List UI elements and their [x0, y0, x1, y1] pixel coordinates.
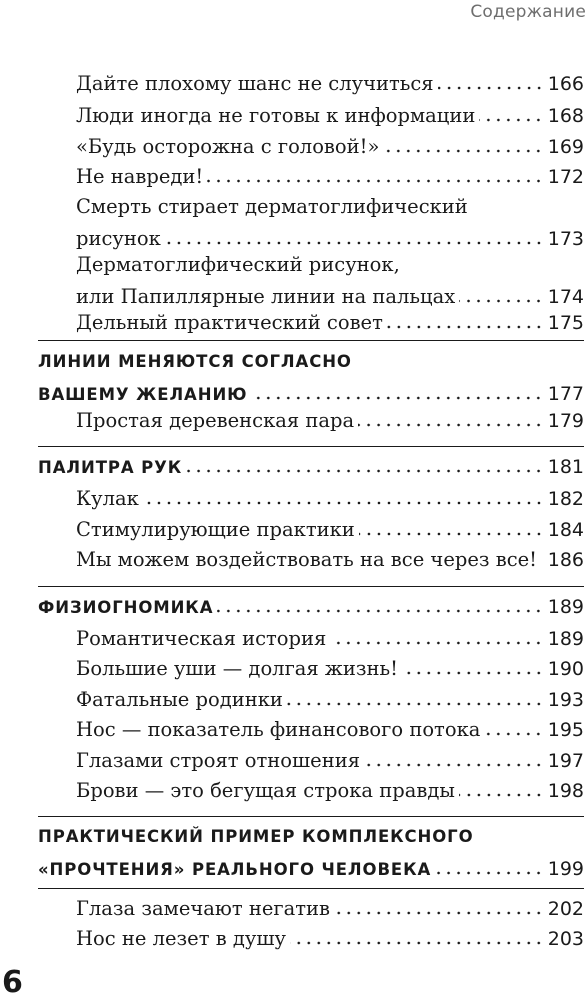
toc-entry[interactable] — [76, 161, 584, 193]
toc-entry-page: 193 — [547, 689, 584, 711]
dot-leader — [165, 241, 544, 245]
toc-entry-title: Фатальные родинки — [76, 688, 283, 711]
toc-entry-title: или Папиллярные линии на пальцах — [76, 285, 456, 308]
toc-entry-page: 197 — [547, 750, 584, 772]
toc-entry-page: 174 — [547, 286, 584, 308]
toc-entry-title: Дайте плохому шанс не случиться — [76, 72, 434, 95]
toc-entry-page: 198 — [547, 780, 584, 802]
toc-entry[interactable] — [76, 100, 584, 132]
toc-section-title: ФИЗИОГНОМИКА — [38, 598, 214, 617]
toc-entry[interactable] — [76, 775, 584, 807]
section-divider — [38, 446, 584, 447]
toc-entry[interactable] — [76, 544, 584, 576]
section-divider — [38, 586, 584, 587]
dot-leader — [383, 149, 543, 153]
section-divider — [38, 816, 584, 817]
section-divider — [38, 888, 584, 889]
toc-section-title-line: ПРАКТИЧЕСКИЙ ПРИМЕР КОМПЛЕКСНОГО — [38, 827, 474, 846]
toc-entry[interactable] — [76, 68, 584, 100]
toc-entry[interactable] — [76, 191, 584, 255]
toc-section[interactable] — [38, 821, 584, 886]
toc-section-title: ВАШЕМУ ЖЕЛАНИЮ — [38, 385, 248, 404]
dot-leader — [186, 469, 544, 473]
toc-entry-title: Дельный практический совет — [76, 311, 383, 334]
toc-entry-page: 172 — [547, 166, 584, 188]
toc-entry-title: Стимулирующие практики — [76, 518, 355, 541]
toc-entry-title: Глаза замечают негатив — [76, 897, 330, 920]
toc-entry-title: Простая деревенская пара — [76, 409, 355, 432]
toc-entry[interactable] — [76, 745, 584, 777]
toc-section-page: 177 — [547, 383, 584, 405]
toc-entry-page: 179 — [547, 410, 584, 432]
dot-leader — [251, 396, 543, 400]
toc-entry-title: Романтическая история — [76, 627, 327, 650]
toc-entry-title: Мы можем воздействовать на все через все! — [76, 548, 537, 571]
toc-entry-title: Люди иногда не готовы к информации — [76, 104, 476, 127]
toc-entry-page: 182 — [547, 488, 584, 510]
toc-entry-page: 173 — [547, 228, 584, 250]
dot-leader — [217, 609, 543, 613]
toc-entry-title: Кулак — [76, 487, 139, 510]
toc-entry-page: 169 — [547, 136, 584, 158]
toc-entry[interactable] — [76, 923, 584, 955]
dot-leader — [334, 911, 544, 915]
toc-entry-title: Глазами строят отношения — [76, 749, 360, 772]
toc-entry[interactable] — [76, 405, 584, 437]
toc-entry[interactable] — [76, 307, 584, 339]
dot-leader — [358, 423, 544, 427]
dot-leader — [459, 299, 544, 303]
toc-entry[interactable] — [76, 623, 584, 655]
dot-leader — [459, 793, 544, 797]
dot-leader — [290, 941, 544, 945]
toc-entry-page: 203 — [547, 928, 584, 950]
toc-entry-title: Большие уши — долгая жизнь! — [76, 657, 398, 680]
toc-section[interactable] — [38, 346, 584, 411]
toc-entry-title-line: Дерматоглифический рисунок, — [76, 253, 400, 276]
dot-leader — [359, 532, 544, 536]
dot-leader — [438, 86, 544, 90]
toc-section-page: 189 — [547, 596, 584, 618]
toc-entry-page: 195 — [547, 719, 584, 741]
toc-section[interactable] — [38, 591, 584, 624]
toc-entry[interactable] — [76, 684, 584, 716]
dot-leader — [387, 325, 544, 329]
dot-leader — [143, 501, 544, 505]
toc-entry-page: 166 — [547, 73, 584, 95]
toc-entry-title: Нос не лезет в душу — [76, 927, 286, 950]
page-number: 6 — [2, 965, 23, 1000]
dot-leader — [484, 732, 543, 736]
toc-section-title: ПАЛИТРА РУК — [38, 458, 183, 477]
running-header: Содержание — [470, 2, 586, 22]
toc-section-page: 199 — [547, 858, 584, 880]
section-divider — [38, 340, 584, 341]
toc-entry-page: 186 — [547, 549, 584, 571]
toc-entry-page: 184 — [547, 519, 584, 541]
dot-leader — [207, 179, 544, 183]
dot-leader — [541, 562, 544, 566]
toc-section[interactable] — [38, 451, 584, 484]
toc-entry-title: Не навреди! — [76, 165, 204, 188]
toc-entry[interactable] — [76, 131, 584, 163]
toc-entry-title: рисунок — [76, 227, 161, 250]
toc-entry-title: Брови — это бегущая строка правды — [76, 779, 455, 802]
dot-leader — [435, 871, 544, 875]
dot-leader — [287, 702, 544, 706]
dot-leader — [402, 671, 544, 675]
toc-entry-page: 189 — [547, 628, 584, 650]
toc-entry[interactable] — [76, 714, 584, 746]
toc-entry-page: 202 — [547, 898, 584, 920]
toc-entry[interactable] — [76, 483, 584, 515]
dot-leader — [364, 763, 544, 767]
toc-entry[interactable] — [76, 893, 584, 925]
toc-entry-title: «Будь осторожна с головой!» — [76, 135, 380, 158]
toc-entry[interactable] — [76, 514, 584, 546]
toc-entry-title: Нос — показатель финансового потока — [76, 718, 481, 741]
toc-section-title-line: ЛИНИИ МЕНЯЮТСЯ СОГЛАСНО — [38, 352, 352, 371]
toc-entry[interactable] — [76, 249, 584, 313]
toc-entry-page: 190 — [547, 658, 584, 680]
dot-leader — [330, 641, 543, 645]
toc-entry-title-line: Смерть стирает дерматоглифический — [76, 195, 468, 218]
toc-section-page: 181 — [547, 456, 584, 478]
toc-entry-page: 175 — [547, 312, 584, 334]
toc-entry[interactable] — [76, 653, 584, 685]
dot-leader — [479, 118, 543, 122]
toc-entry-page: 168 — [547, 105, 584, 127]
toc-section-title: «ПРОЧТЕНИЯ» РЕАЛЬНОГО ЧЕЛОВЕКА — [38, 860, 432, 879]
